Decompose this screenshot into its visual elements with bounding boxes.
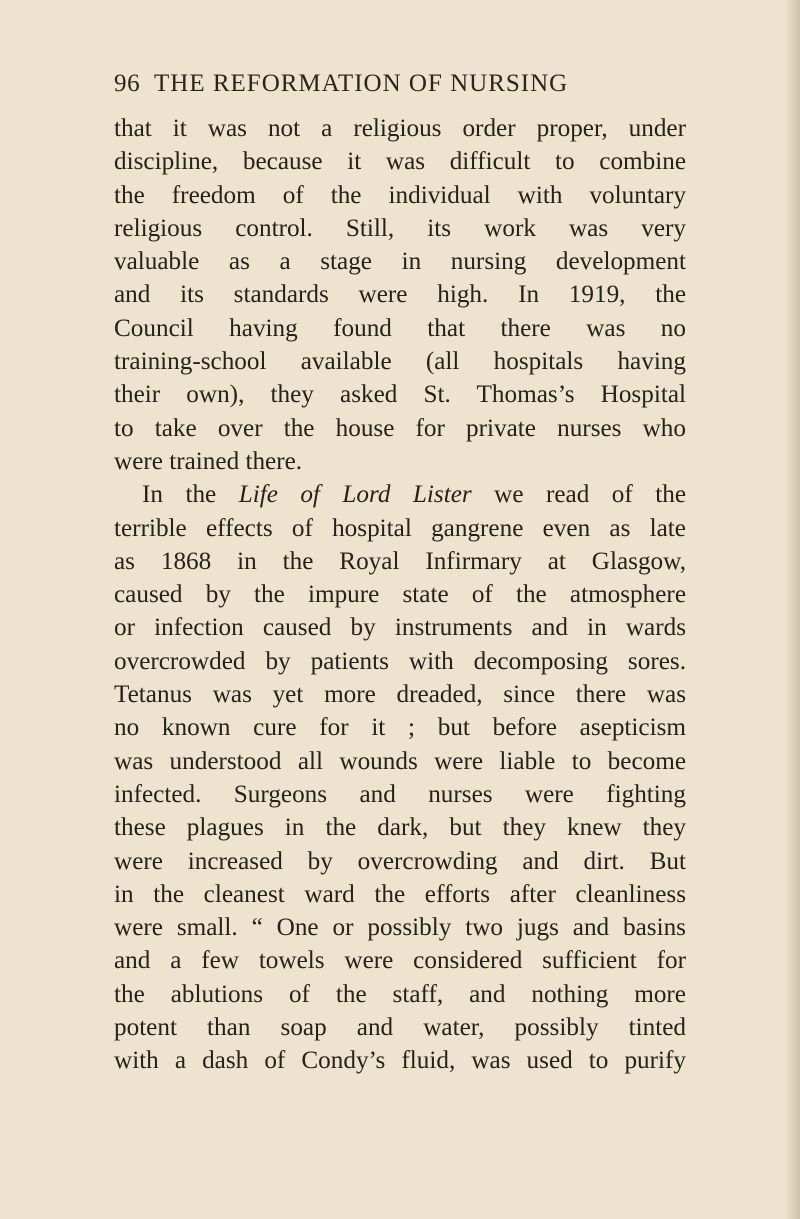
text-line: discipline, because it was difficult to combine	[114, 148, 686, 176]
text-line: the ablutions of the staff, and nothing more	[114, 980, 686, 1008]
text-line: as 1868 in the Royal Infirmary at Glasgow,	[114, 547, 686, 575]
text-line: to take over the house for private nurses who	[114, 414, 686, 442]
text-line: or infection caused by instruments and in wards	[114, 614, 686, 642]
text-line: Tetanus was yet more dreaded, since there was	[114, 681, 686, 709]
text-line: and a few towels were considered sufficient for	[114, 947, 686, 975]
text-line: valuable as a stage in nursing development	[114, 248, 686, 276]
text-line-paragraph-end: were trained there.	[114, 447, 303, 475]
text-line: no known cure for it ; but before asepticism	[114, 714, 686, 742]
text-line: infected. Surgeons and nurses were fighting	[114, 780, 686, 808]
text-line: that it was not a religious order proper, under	[114, 115, 686, 142]
text-line: potent than soap and water, possibly tinted	[114, 1014, 686, 1042]
text-line: Council having found that there was no	[114, 314, 686, 342]
text-line: was understood all wounds were liable to become	[114, 747, 686, 775]
text-line: terrible effects of hospital gangrene even as late	[114, 514, 686, 542]
book-title-italic: Life of Lord Lister	[238, 481, 472, 509]
text-line: in the cleanest ward the efforts after cleanliness	[114, 880, 686, 908]
text-line: the freedom of the individual with voluntary	[114, 181, 686, 209]
running-title: THE REFORMATION OF NURSING	[154, 70, 569, 97]
running-head	[114, 62, 694, 106]
text-line: their own), they asked St. Thomas’s Hospital	[114, 381, 686, 409]
page-edge-shadow	[786, 0, 800, 1219]
text-line: caused by the impure state of the atmosphere	[114, 581, 686, 609]
text-line: overcrowded by patients with decomposing sores.	[114, 647, 686, 675]
text-line: and its standards were high. In 1919, the	[114, 281, 686, 309]
text-line-paragraph-start	[114, 478, 686, 511]
text-line: with a dash of Condy’s fluid, was used to purify	[114, 1047, 686, 1075]
text-fragment: we read of the	[471, 481, 687, 509]
body-text	[114, 112, 686, 1078]
page-number: 96	[114, 70, 141, 97]
text-line: religious control. Still, its work was very	[114, 214, 686, 242]
text-line: were small. “ One or possibly two jugs and basins	[114, 914, 686, 942]
text-line: training-school available (all hospitals having	[114, 348, 686, 376]
text-line: were increased by overcrowding and dirt. But	[114, 847, 686, 875]
text-line: these plagues in the dark, but they knew they	[114, 814, 686, 842]
text-fragment: In the	[142, 481, 239, 509]
